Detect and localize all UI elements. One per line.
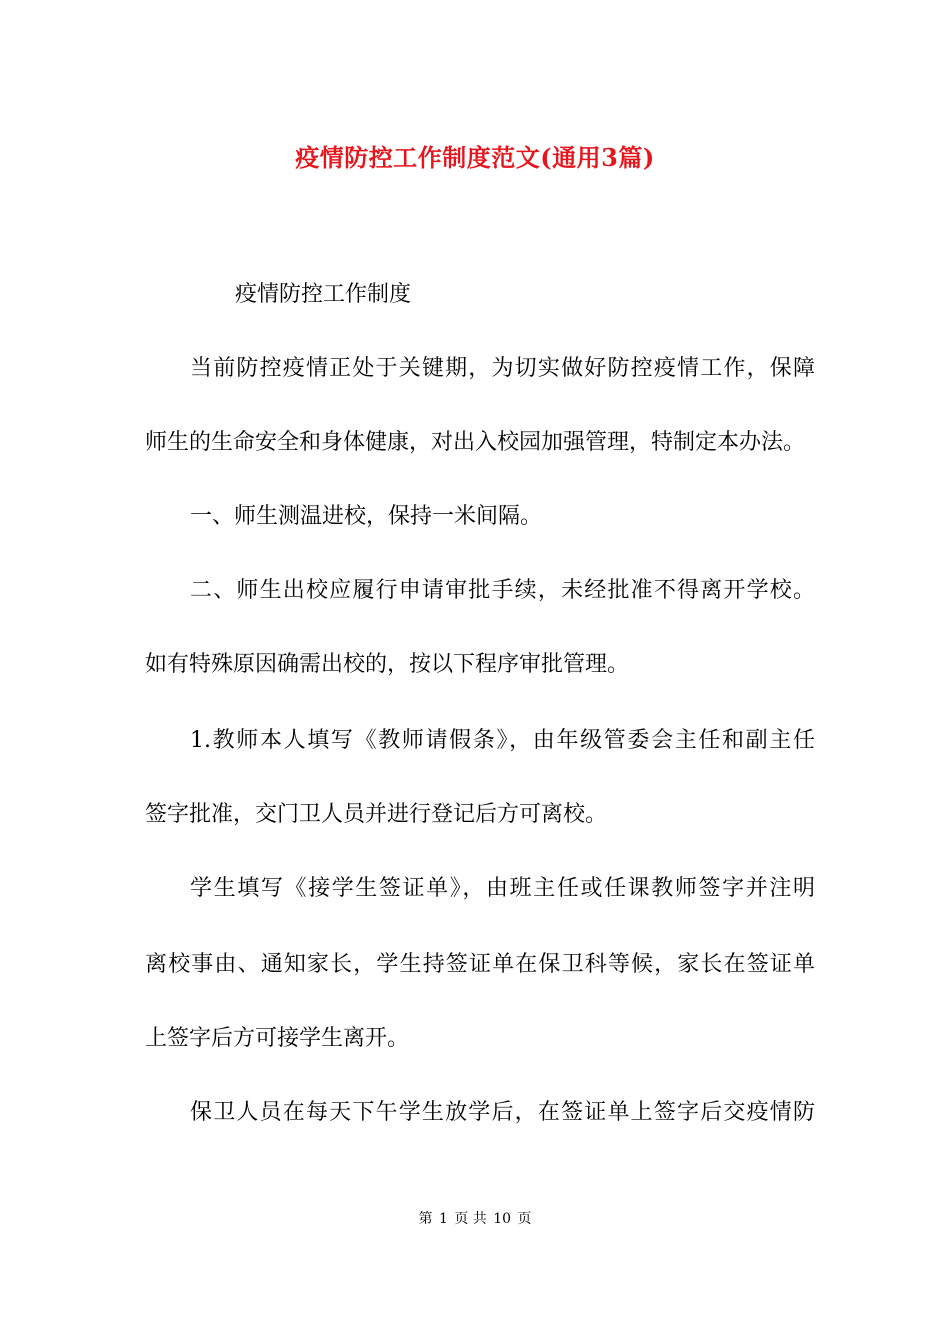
document-title: 疫情防控工作制度范文(通用3篇) xyxy=(295,143,655,172)
paragraph-line: 离校事由、通知家长，学生持签证单在保卫科等候，家长在签证单 xyxy=(145,952,815,977)
paragraph-line: 保卫人员在每天下午学生放学后，在签证单上签字后交疫情防 xyxy=(190,1100,815,1125)
paragraph-line: 一、师生测温进校，保持一米间隔。 xyxy=(190,504,543,529)
paragraph-line: 当前防控疫情正处于关键期，为切实做好防控疫情工作，保障 xyxy=(190,356,815,381)
current-page-number: 1 xyxy=(438,1211,448,1227)
page-label-suffix: 页 xyxy=(517,1211,532,1227)
page-label-prefix: 第 xyxy=(418,1211,433,1227)
page-footer xyxy=(0,1208,950,1228)
section-heading: 疫情防控工作制度 xyxy=(235,282,412,307)
total-pages-number: 10 xyxy=(493,1211,512,1227)
paragraph-line: 如有特殊原因确需出校的，按以下程序审批管理。 xyxy=(145,652,630,677)
paragraph-line: 师生的生命安全和身体健康，对出入校园加强管理，特制定本办法。 xyxy=(145,430,806,455)
paragraph-line: 1.教师本人填写《教师请假条》，由年级管委会主任和副主任 xyxy=(190,728,815,753)
paragraph-line: 签字批准，交门卫人员并进行登记后方可离校。 xyxy=(145,802,608,827)
page-label-mid: 页 共 xyxy=(454,1211,487,1227)
paragraph-line: 学生填写《接学生签证单》，由班主任或任课教师签字并注明 xyxy=(190,876,815,901)
paragraph-line: 上签字后方可接学生离开。 xyxy=(145,1026,410,1051)
paragraph-line: 二、师生出校应履行申请审批手续，未经批准不得离开学校。 xyxy=(190,578,815,603)
